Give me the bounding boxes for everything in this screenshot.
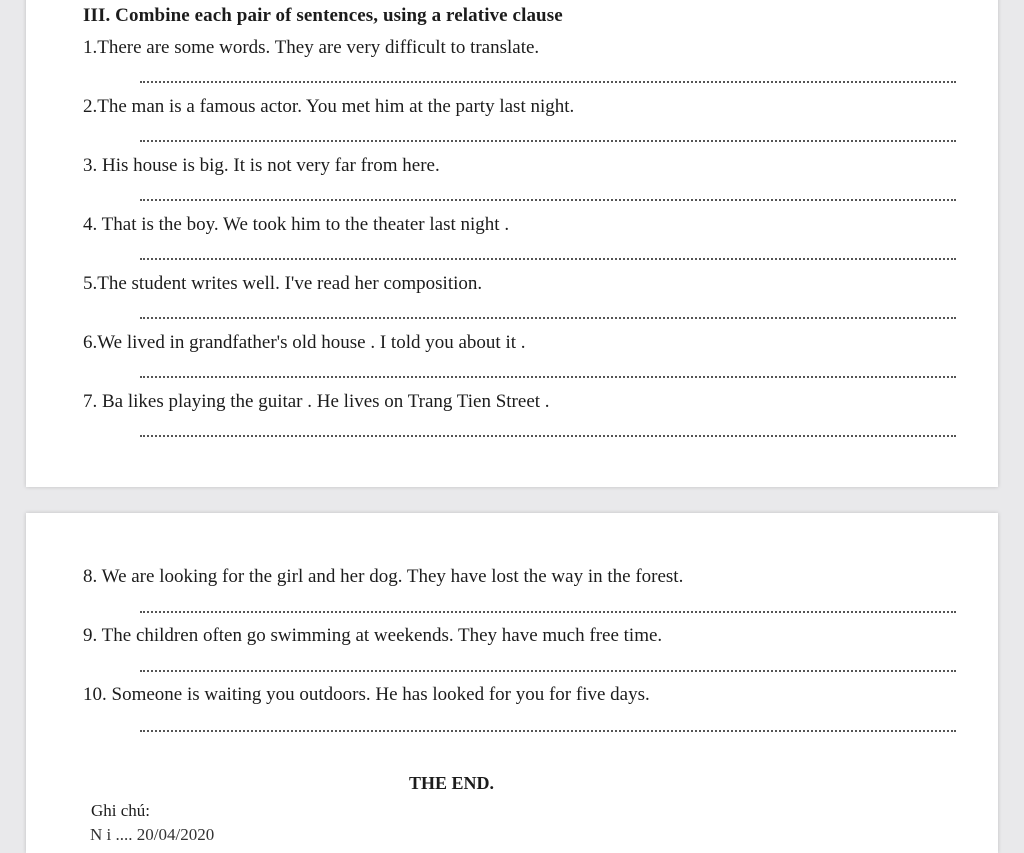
answer-line-8[interactable] [140,611,956,613]
note-label: Ghi chú: [91,801,151,820]
answer-line-3[interactable] [140,199,956,201]
answer-line-5[interactable] [140,317,956,319]
worksheet-page-1 [26,0,998,487]
question-9: 9. The children often go swimming at weekends. They have much free time. [83,625,663,646]
question-8: 8. We are looking for the girl and her dog. They have lost the way in the forest. [83,566,684,587]
question-2: 2.The man is a famous actor. You met him at the party last night. [83,96,575,117]
cut-off-date-line: N i .... 20/04/2020 [90,825,215,844]
answer-line-7[interactable] [140,435,956,437]
answer-line-4[interactable] [140,258,956,260]
question-10: 10. Someone is waiting you outdoors. He has looked for you for five days. [83,684,650,705]
question-5: 5.The student writes well. I've read her composition. [83,273,483,294]
question-1: 1.There are some words. They are very difficult to translate. [83,37,540,58]
worksheet-page-2 [26,513,998,853]
answer-line-9[interactable] [140,670,956,672]
end-label: THE END. [409,773,495,793]
question-3: 3. His house is big. It is not very far from here. [83,155,440,176]
question-4: 4. That is the boy. We took him to the theater last night . [83,214,510,235]
question-6: 6.We lived in grandfather's old house . I told you about it . [83,332,526,353]
answer-line-10[interactable] [140,730,956,732]
answer-line-2[interactable] [140,140,956,142]
answer-line-1[interactable] [140,81,956,83]
answer-line-6[interactable] [140,376,956,378]
section-heading: III. Combine each pair of sentences, using a relative clause [83,5,563,26]
question-7: 7. Ba likes playing the guitar . He lives on Trang Tien Street . [83,391,550,412]
